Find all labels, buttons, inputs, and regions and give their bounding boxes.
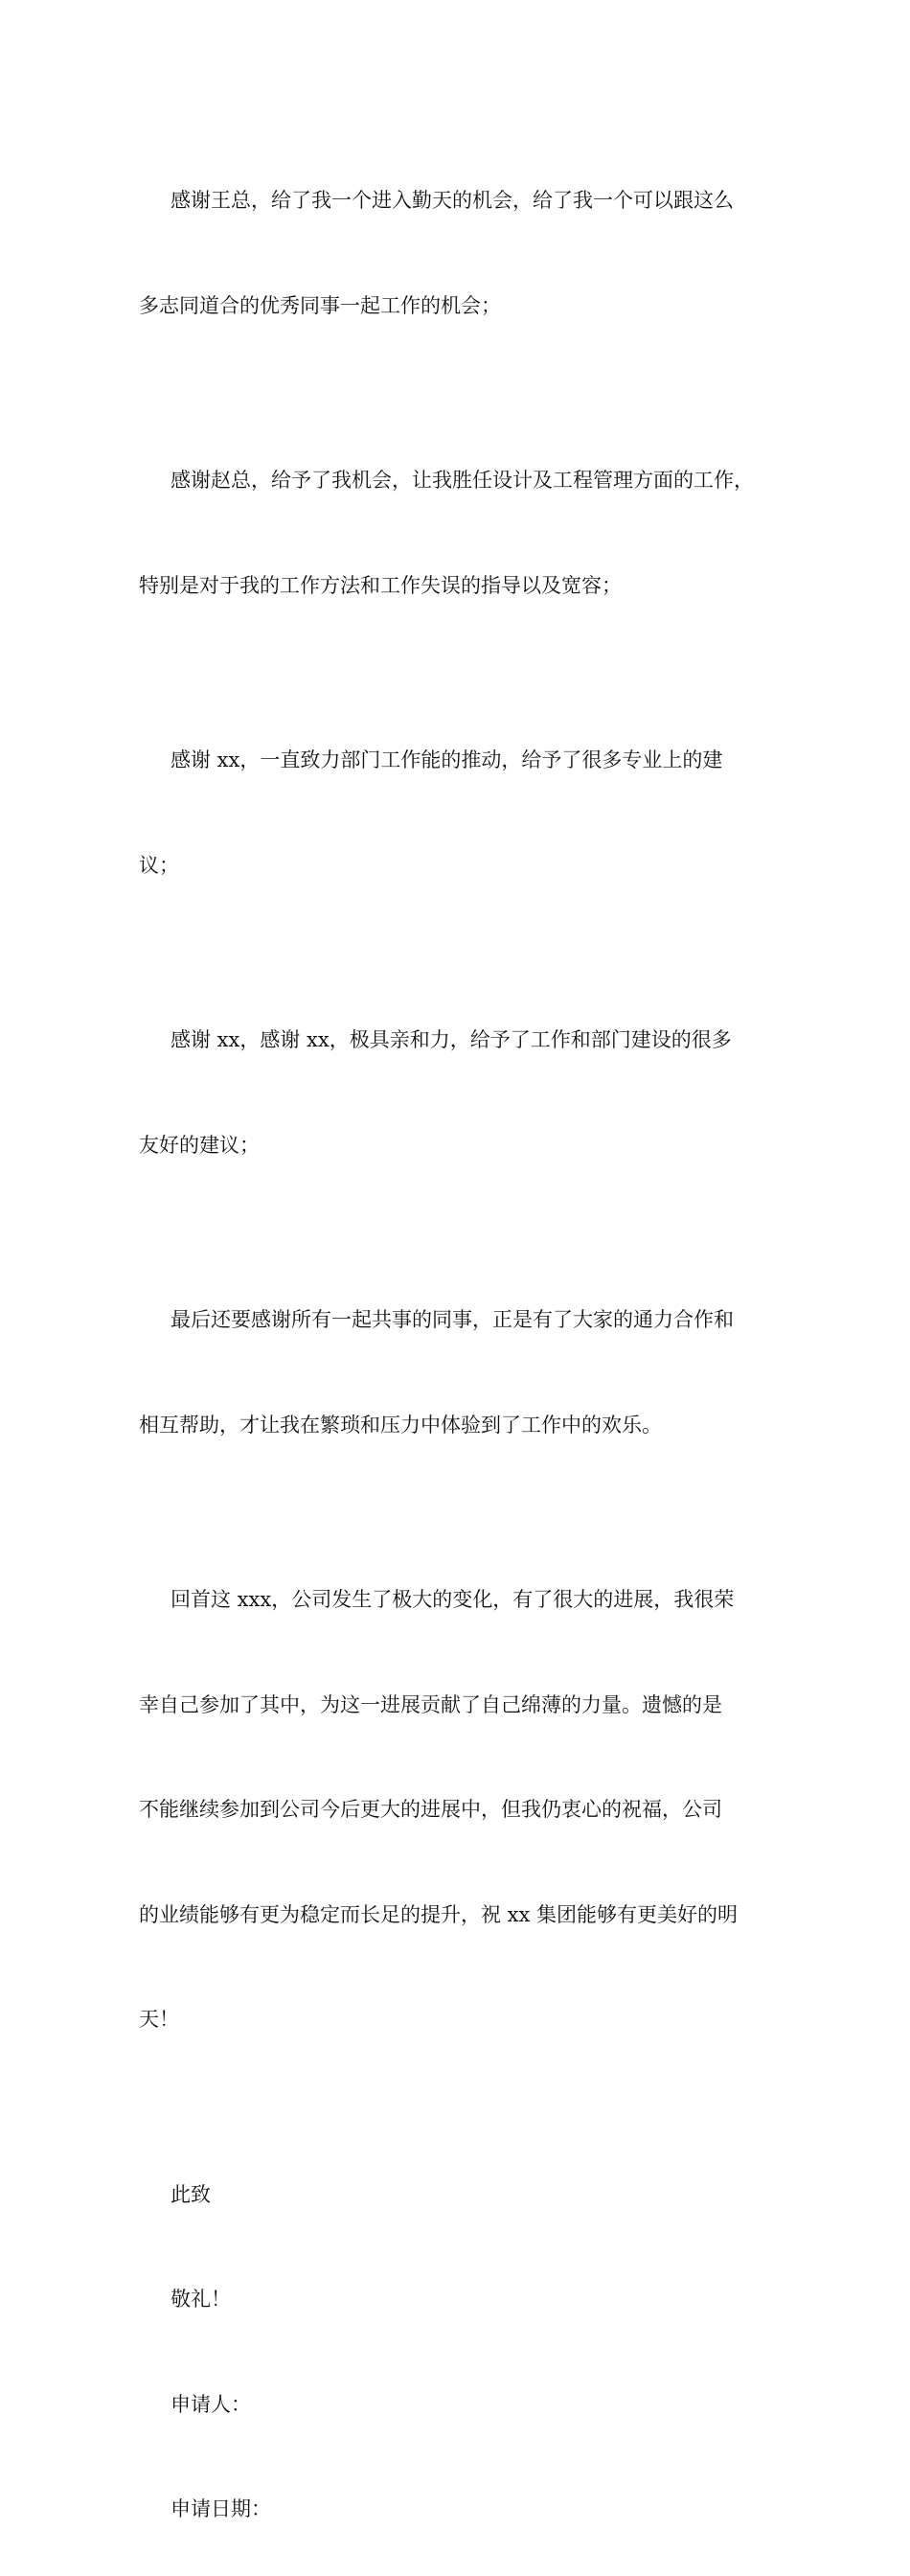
paragraph-thanks-xx-1 <box>139 673 776 953</box>
paragraph-thanks-colleagues <box>139 1232 776 1512</box>
paragraph-line: 感谢 xx，感谢 xx，极具亲和力，给予了工作和部门建设的很多 <box>139 1023 776 1058</box>
paragraph-line: 感谢 xx，一直致力部门工作能的推动，给予了很多专业上的建 <box>139 743 776 778</box>
paragraph-line: 最后还要感谢所有一起共事的同事，正是有了大家的通力合作和 <box>139 1302 776 1338</box>
paragraph-line: 议； <box>139 848 776 884</box>
paragraph-line: 感谢赵总，给予了我机会，让我胜任设计及工程管理方面的工作， <box>139 463 776 498</box>
paragraph-line: 天！ <box>139 2002 776 2037</box>
closing-block <box>139 2107 776 2576</box>
paragraph-thanks-zhao <box>139 393 776 673</box>
paragraph-line: 不能继续参加到公司今后更大的进展中，但我仍衷心的祝福，公司 <box>139 1792 776 1828</box>
closing-regards: 敬礼！ <box>139 2282 776 2317</box>
paragraph-line: 友好的建议； <box>139 1128 776 1163</box>
date-label: 申请日期： <box>139 2492 776 2527</box>
paragraph-thanks-xx-2 <box>139 953 776 1232</box>
paragraph-line: 回首这 xxx，公司发生了极大的变化，有了很大的进展，我很荣 <box>139 1582 776 1618</box>
paragraph-line: 的业绩能够有更为稳定而长足的提升，祝 xx 集团能够有更美好的明 <box>139 1898 776 1933</box>
paragraph-line: 特别是对于我的工作方法和工作失误的指导以及宽容； <box>139 568 776 604</box>
paragraph-line: 感谢王总，给了我一个进入勤天的机会，给了我一个可以跟这么 <box>139 183 776 218</box>
paragraph-thanks-wang <box>139 113 776 393</box>
applicant-label: 申请人： <box>139 2387 776 2423</box>
closing-salutation: 此致 <box>139 2177 776 2213</box>
paragraph-line: 多志同道合的优秀同事一起工作的机会； <box>139 288 776 324</box>
paragraph-retrospective <box>139 1512 776 2107</box>
paragraph-line: 相互帮助，才让我在繁琐和压力中体验到了工作中的欢乐。 <box>139 1408 776 1443</box>
letter-body <box>139 113 776 2576</box>
paragraph-line: 幸自己参加了其中，为这一进展贡献了自己绵薄的力量。遗憾的是 <box>139 1688 776 1723</box>
